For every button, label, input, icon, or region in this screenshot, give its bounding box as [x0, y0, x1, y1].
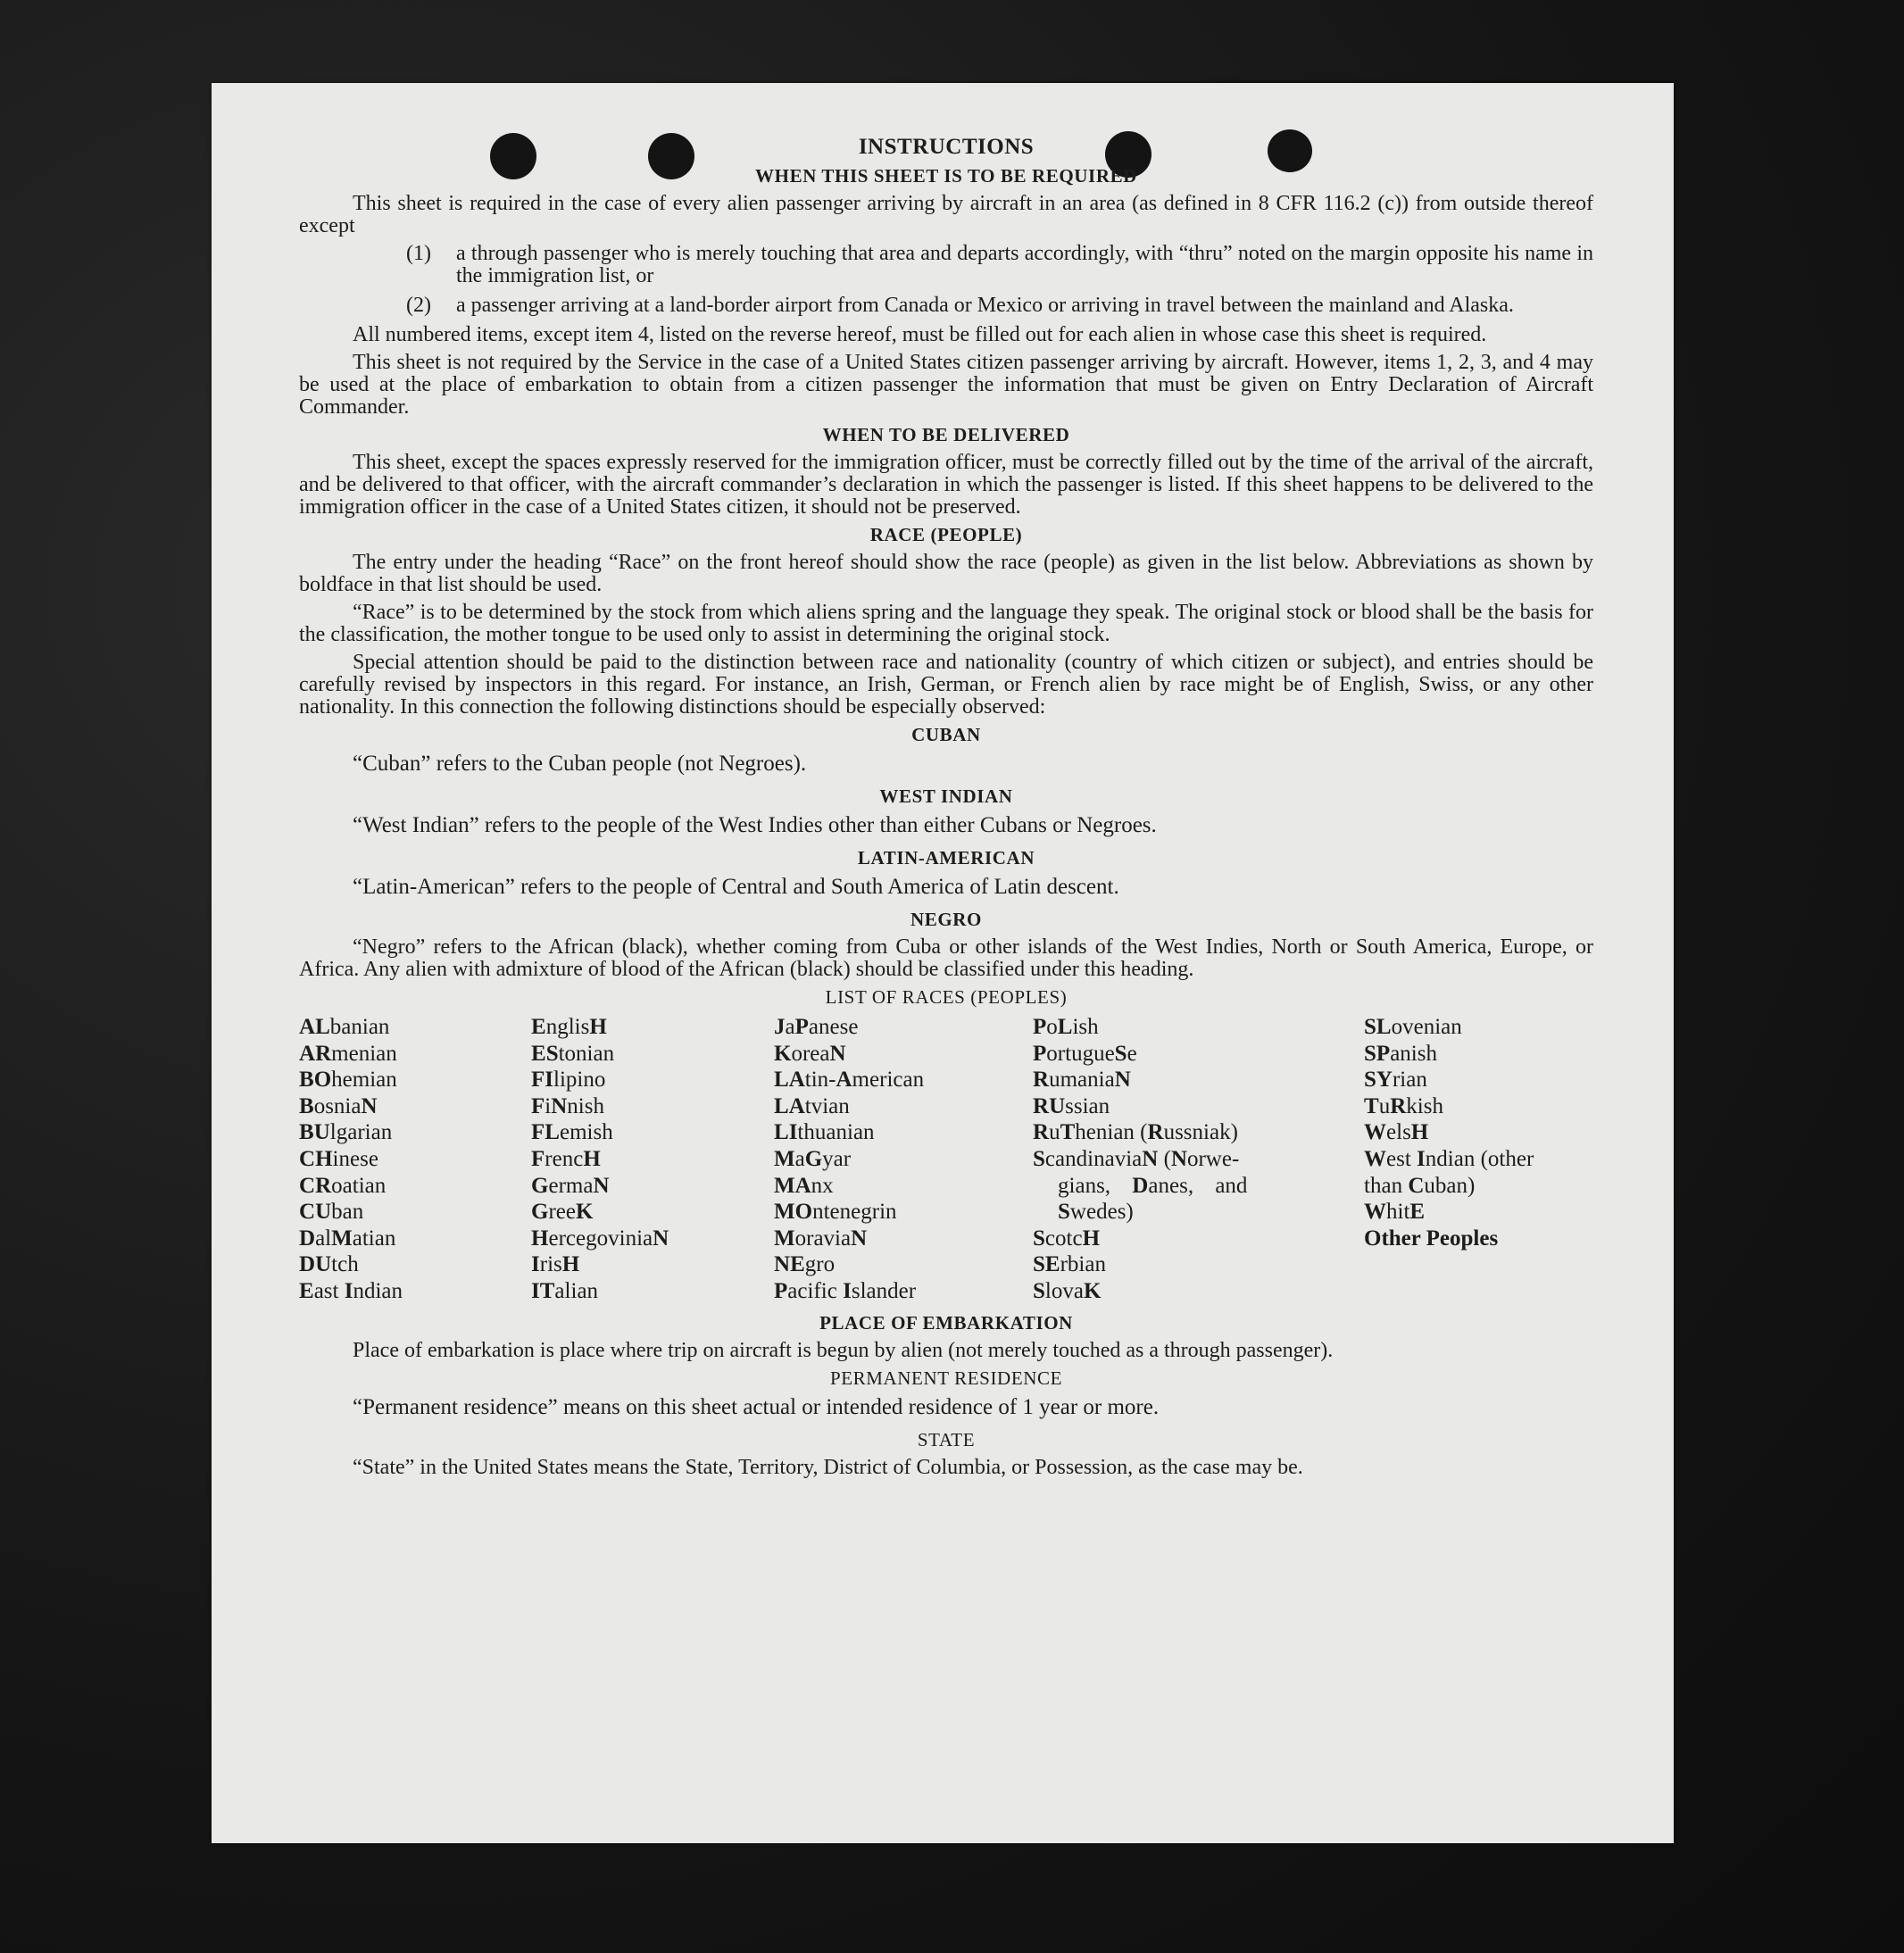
paragraph: This sheet, except the spaces expressly reserved for the immigration officer, must be correctly filled out by the time of the arrival of the aircraft, and be delivered to that officer, with the aircraft commander’s declaration in which the passenger is listed. If this sheet happens to be delivered to the immigration officer in the case of a United States citizen, it should not be preserved.	[299, 451, 1593, 519]
paragraph: Special attention should be paid to the distinction between race and nationality (country of which citizen or subject), and entries should be carefully revised by inspectors in this regard. For instance, an Irish, German, or French alien by race might be of English, Swiss, or any other nationality. In this connection the following distinctions should be especially observed:	[299, 651, 1593, 719]
section-heading: LATIN-AMERICAN	[857, 847, 1035, 868]
definition: “Permanent residence” means on this sheet actual or intended residence of 1 year or more.	[353, 1395, 1160, 1419]
race-column	[531, 1014, 669, 1305]
race-entry: EnglisH	[531, 1015, 607, 1039]
race-entry: ScandinaviaN (Norwe-	[1033, 1146, 1240, 1171]
race-entry: MOntenegrin	[774, 1200, 897, 1225]
section-heading: WHEN TO BE DELIVERED	[822, 424, 1070, 445]
race-entry: IrisH	[531, 1252, 580, 1277]
race-entry: GreeK	[531, 1200, 594, 1225]
document-page	[212, 83, 1674, 1843]
race-entry: GermaN	[531, 1173, 610, 1198]
item-number: (2)	[406, 294, 431, 317]
race-entry: SPanish	[1364, 1041, 1437, 1066]
race-entry: ScotcH	[1033, 1226, 1101, 1251]
race-entry: PoLish	[1033, 1015, 1099, 1039]
race-entry: FiNnish	[531, 1093, 604, 1118]
item-text: a passenger arriving at a land-border airport from Canada or Mexico or arriving in travel between the mainland and Alaska.	[456, 294, 1514, 317]
paragraph: The entry under the heading “Race” on the front hereof should show the race (people) as given in the list below. Abbreviations as shown by boldface in that list should be used.	[299, 551, 1593, 596]
paragraph: This sheet is required in the case of every alien passenger arriving by aircraft in an area (as defined in 8 CFR 116.2 (c)) from outside thereof except	[299, 192, 1593, 237]
race-entry: WhitE	[1364, 1200, 1426, 1225]
race-entry: SYrian	[1364, 1068, 1427, 1093]
race-entry: SLovenian	[1364, 1015, 1462, 1039]
paragraph: “Race” is to be determined by the stock from which aliens spring and the language they speak. The original stock or blood shall be the basis for the classification, the mother tongue to be used only to assist in determining the original stock.	[299, 601, 1593, 646]
race-entry: JaPanese	[774, 1015, 859, 1039]
race-entry: West Indian (other	[1364, 1146, 1534, 1171]
definition: “West Indian” refers to the people of the West Indies other than either Cubans or Negroes.	[353, 813, 1157, 837]
item-number: (1)	[406, 242, 431, 265]
race-column	[299, 1014, 403, 1305]
race-entry: HercegoviniaN	[531, 1226, 669, 1251]
race-entry: PortugueSe	[1033, 1041, 1137, 1066]
race-entry: FrencH	[531, 1146, 601, 1171]
section-heading: PERMANENT RESIDENCE	[829, 1367, 1063, 1389]
race-entry: RUssian	[1033, 1093, 1110, 1118]
race-entry: BOhemian	[299, 1068, 397, 1093]
race-entry: BUlgarian	[299, 1120, 393, 1145]
race-entry: SErbian	[1033, 1252, 1106, 1277]
race-entry: TuRkish	[1364, 1093, 1443, 1118]
definition: “Cuban” refers to the Cuban people (not Negroes).	[353, 752, 807, 776]
item-text: a through passenger who is merely touching that area and departs accordingly, with “thru” noted on the margin opposite his name in the immigration list, or	[456, 242, 1593, 287]
race-entry: ALbanian	[299, 1015, 390, 1039]
paragraph: This sheet is not required by the Service in the case of a United States citizen passenger arriving by aircraft. However, items 1, 2, 3, and 4 may be used at the place of embarkation to obtain from a citizen passenger the information that must be given on Entry Declaration of Aircraft Commander.	[299, 351, 1593, 419]
page-title: INSTRUCTIONS	[858, 135, 1035, 159]
section-heading: WHEN THIS SHEET IS TO BE REQUIRED	[755, 165, 1137, 187]
race-column	[774, 1014, 924, 1305]
race-entry: SlovaK	[1033, 1278, 1102, 1303]
section-heading: RACE (PEOPLE)	[869, 524, 1023, 545]
document-body	[299, 135, 1593, 1484]
race-entry: DalMatian	[299, 1226, 396, 1251]
section-heading: PLACE OF EMBARKATION	[819, 1312, 1073, 1334]
paragraph: “State” in the United States means the State, Territory, District of Columbia, or Possession, as the case may be.	[353, 1456, 1303, 1479]
paragraph: All numbered items, except item 4, listed on the reverse hereof, must be filled out for each alien in whose case this sheet is required.	[353, 323, 1487, 346]
race-entry: WelsH	[1364, 1120, 1429, 1145]
definition: “Latin-American” refers to the people of Central and South America of Latin descent.	[353, 875, 1119, 899]
race-entry: LAtvian	[774, 1093, 850, 1118]
race-entry: Pacific Islander	[774, 1278, 917, 1303]
race-entry: FLemish	[531, 1120, 613, 1145]
section-heading: LIST OF RACES (PEOPLES)	[825, 986, 1068, 1008]
race-column	[1364, 1014, 1534, 1251]
race-entry: FIlipino	[531, 1068, 606, 1093]
section-heading: NEGRO	[910, 909, 982, 930]
race-entry: LAtin-American	[774, 1068, 925, 1093]
section-heading: WEST INDIAN	[879, 785, 1013, 807]
race-entry: Swedes)	[1058, 1200, 1134, 1225]
race-entry: EStonian	[531, 1041, 615, 1066]
race-entry: than Cuban)	[1364, 1173, 1476, 1198]
list-item	[299, 243, 1593, 287]
race-entry: gians, Danes, and	[1058, 1173, 1248, 1198]
race-entry: CUban	[299, 1200, 364, 1225]
race-column	[1033, 1014, 1247, 1305]
race-entry: CRoatian	[299, 1173, 387, 1198]
race-entry: MoraviaN	[774, 1226, 868, 1251]
paragraph: “Negro” refers to the African (black), whether coming from Cuba or other islands of the West Indies, North or South America, Europe, or Africa. Any alien with admixture of blood of the African (black) should be classified under this heading.	[299, 935, 1593, 981]
race-entry: ARmenian	[299, 1041, 397, 1066]
paragraph: Place of embarkation is place where trip on aircraft is begun by alien (not merely touched as a through passenger).	[353, 1339, 1334, 1362]
race-entry: NEgro	[774, 1252, 836, 1277]
race-entry: BosniaN	[299, 1093, 378, 1118]
race-entry: East Indian	[299, 1278, 403, 1303]
race-entry: RumaniaN	[1033, 1068, 1131, 1093]
race-entry: MaGyar	[774, 1146, 852, 1171]
race-entry: KoreaN	[774, 1041, 846, 1066]
race-entry: LIthuanian	[774, 1120, 875, 1145]
race-list	[299, 1014, 1593, 1309]
race-entry: CHinese	[299, 1146, 378, 1171]
section-heading: CUBAN	[911, 724, 981, 745]
section-heading: STATE	[917, 1429, 976, 1450]
race-entry: RuThenian (Russniak)	[1033, 1120, 1238, 1145]
race-entry: ITalian	[531, 1278, 599, 1303]
race-entry: DUtch	[299, 1252, 359, 1277]
race-entry: Other Peoples	[1364, 1226, 1499, 1251]
list-item	[299, 295, 1593, 317]
race-entry: MAnx	[774, 1173, 834, 1198]
